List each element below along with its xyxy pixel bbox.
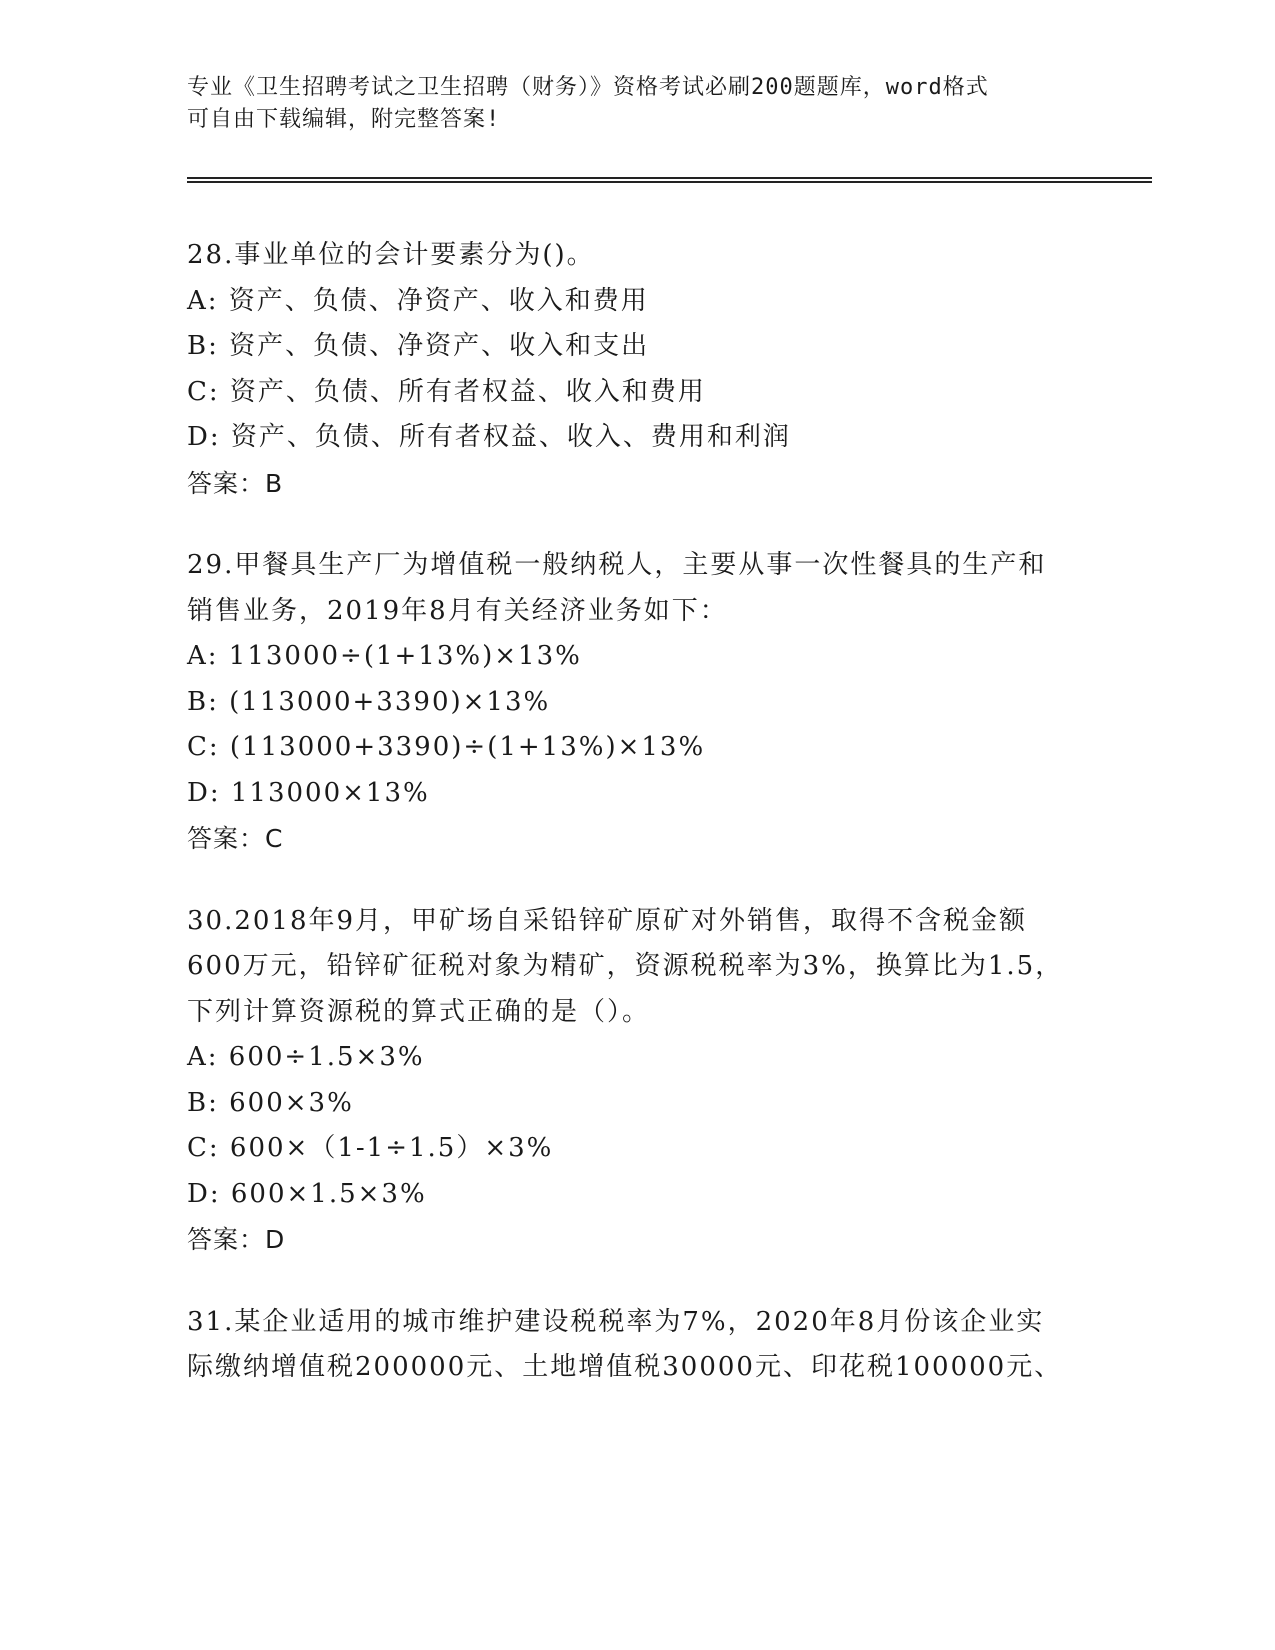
- option-c: C: 600×（1-1÷1.5）×3%: [187, 1133, 554, 1163]
- question-30: [187, 899, 1087, 1263]
- option-b: B: 600×3%: [187, 1087, 354, 1118]
- header-line-2: 可自由下载编辑，附完整答案!: [187, 107, 501, 132]
- question-29: [187, 543, 1087, 862]
- question-stem: 下列计算资源税的算式正确的是（）。: [187, 996, 651, 1027]
- option-a: A: 600÷1.5×3%: [187, 1042, 425, 1072]
- question-stem: 31.某企业适用的城市维护建设税税率为7%，2020年8月份该企业实: [187, 1306, 1045, 1337]
- option-c: C: 资产、负债、所有者权益、收入和费用: [187, 376, 706, 407]
- question-stem: 600万元，铅锌矿征税对象为精矿，资源税税率为3%，换算比为1.5，: [187, 951, 1064, 981]
- answer-line: 答案：D: [187, 1225, 286, 1254]
- document-header: [187, 72, 1067, 136]
- option-b: B: 资产、负债、净资产、收入和支出: [187, 331, 650, 361]
- option-d: D: 113000×13%: [187, 777, 430, 808]
- question-stem: 销售业务，2019年8月有关经济业务如下：: [187, 595, 728, 626]
- answer-line: 答案：C: [187, 824, 284, 853]
- question-28: [187, 233, 1087, 506]
- option-b: B: (113000+3390)×13%: [187, 686, 551, 717]
- option-a: A: 113000÷(1+13%)×13%: [187, 641, 582, 671]
- option-d: D: 资产、负债、所有者权益、收入、费用和利润: [187, 422, 791, 452]
- answer-line: 答案：B: [187, 468, 284, 498]
- question-list: [187, 233, 1087, 1428]
- question-31: [187, 1300, 1087, 1391]
- question-stem: 际缴纳增值税200000元、土地增值税30000元、印花税100000元、: [187, 1352, 1063, 1382]
- option-c: C: (113000+3390)÷(1+13%)×13%: [187, 732, 706, 762]
- question-stem: 29.甲餐具生产厂为增值税一般纳税人，主要从事一次性餐具的生产和: [187, 550, 1047, 580]
- header-divider-bottom: [187, 181, 1152, 183]
- question-stem: 30.2018年9月，甲矿场自采铅锌矿原矿对外销售，取得不含税金额: [187, 905, 1028, 936]
- option-d: D: 600×1.5×3%: [187, 1178, 427, 1209]
- question-stem: 28.事业单位的会计要素分为()。: [187, 240, 595, 270]
- header-divider-top: [187, 177, 1152, 179]
- header-line-1: 专业《卫生招聘考试之卫生招聘（财务）》资格考试必刷200题题库，word格式: [187, 75, 989, 100]
- option-a: A: 资产、负债、净资产、收入和费用: [187, 285, 649, 316]
